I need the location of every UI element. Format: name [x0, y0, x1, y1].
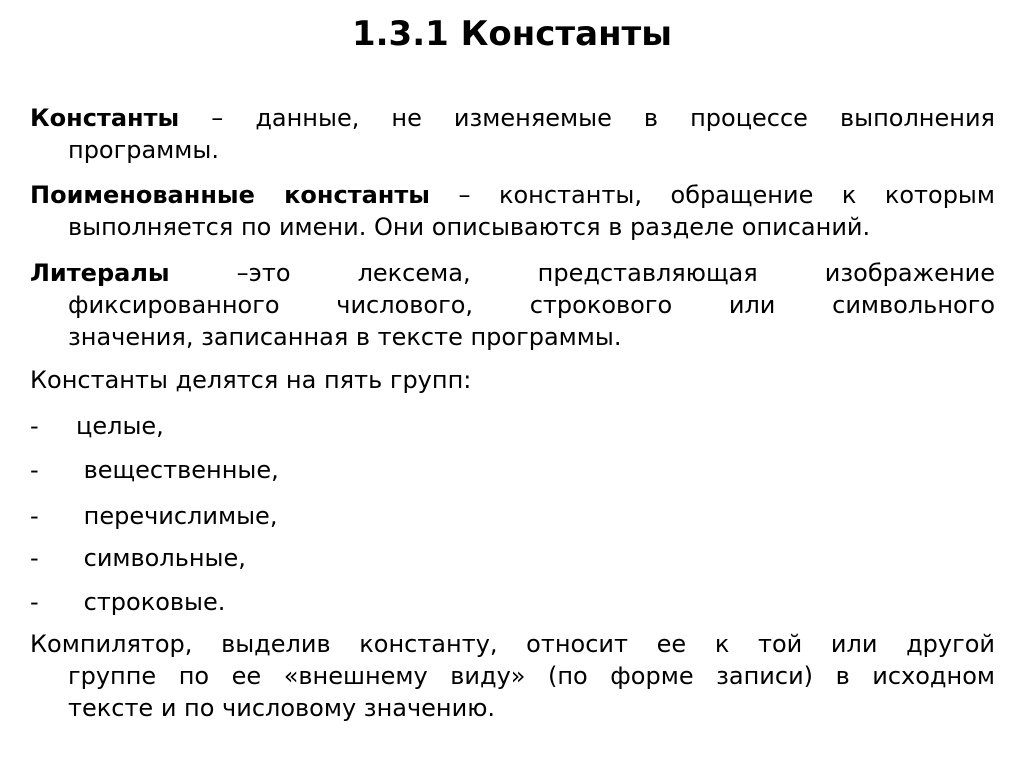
term: Поименованные константы	[30, 181, 430, 209]
definition-named-constants: Поименованные константы – константы, обращение к которым выполняется по имени. Они описываются в разделе описаний.	[30, 181, 995, 241]
groups-intro: Константы делятся на пять групп:	[30, 366, 472, 394]
term: Константы	[30, 104, 180, 132]
list-item: - символьные,	[30, 544, 246, 572]
list-item: - целые,	[30, 412, 164, 440]
term: Литералы	[30, 259, 170, 287]
definition-literals: Литералы –это лексема, представляющая изображение фиксированного числового, строкового или символьного значения, записанная в тексте программы.	[30, 259, 995, 351]
list-item: - вещественные,	[30, 456, 279, 484]
list-item: - строковые.	[30, 588, 226, 616]
definition-constants: Константы – данные, не изменяемые в процессе выполнения программы.	[30, 104, 995, 164]
conclusion-paragraph: Компилятор, выделив константу, относит ее к той или другой группе по ее «внешнему виду» (по форме записи) в исходном тексте и по числовому значению.	[30, 630, 995, 722]
list-item: - перечислимые,	[30, 502, 278, 530]
slide-title: 1.3.1 Константы	[351, 14, 673, 54]
